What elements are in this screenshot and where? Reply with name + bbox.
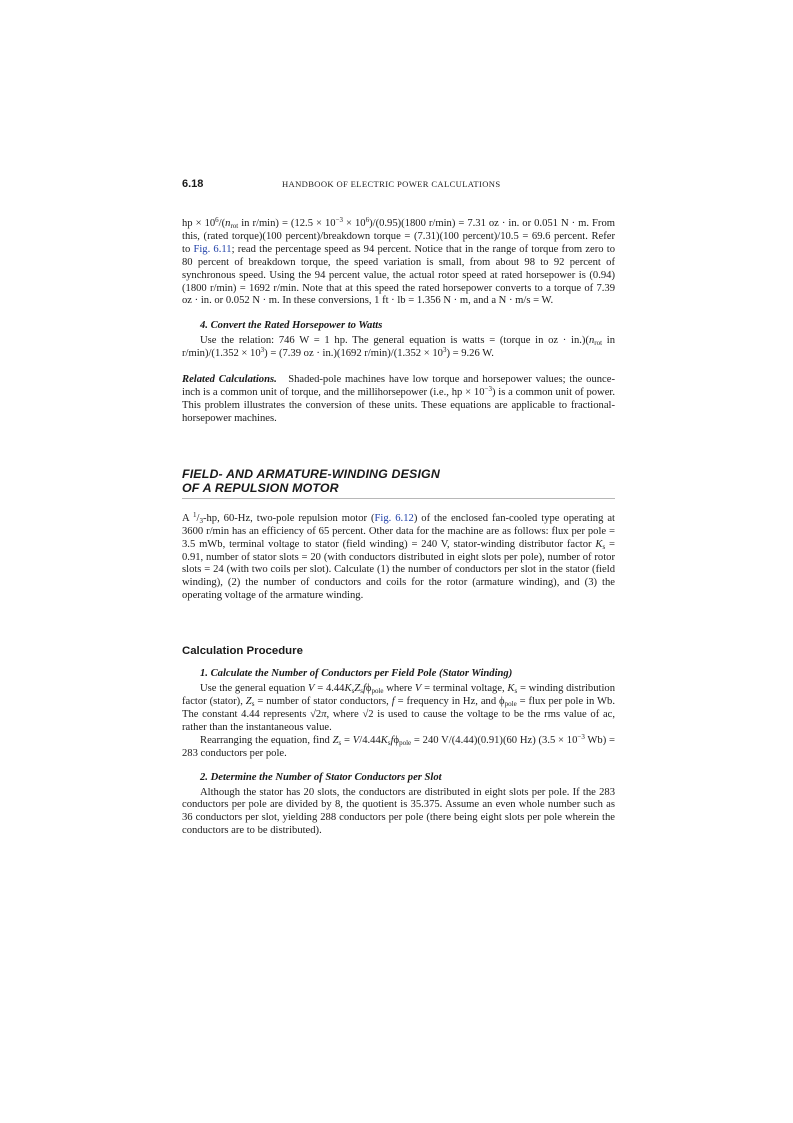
section-title-line1: FIELD- AND ARMATURE-WINDING DESIGN <box>182 466 440 481</box>
body-paragraph: Rearranging the equation, find $Z_s = V/4.44K_sf\phi_{pole} = 240$ V/(4.44)(0.91)(60 Hz) ($3.5 \times 10^{-3}$ Wb) = 283 conductors per pole. <box>182 732 616 759</box>
body-paragraph: Use the general equation $V = 4.44K_sZ_sf\phi_{pole}$ where V = terminal voltage, $K_s$ = winding distribution factor (stator), $Z_s$ = number of stator conductors, f = frequency in Hz, and $\phi_{pole}$ = flux per pole in Wb. The constant 4.44 represents √2π, where √2 is used to cause the voltage to be the rms value of ac, rather than the instantaneous value. <box>182 683 615 733</box>
page-number: 6.18 <box>182 178 204 190</box>
section-rule <box>182 498 615 499</box>
related-heading: Related Calculations. <box>182 374 277 386</box>
body-paragraph: Although the stator has 20 slots, the conductors are distributed in eight slots per pole. If the 283 conductors per pole are divided by 8, the quotient is 35.375. Assume an even whole number such as 36 conductors per slot, yielding 288 conductors per pole (there being eight slots per pole wherein the conductors are to be distributed). <box>182 786 615 837</box>
section-title-line2: OF A REPULSION MOTOR <box>182 481 339 496</box>
step-heading: 2. Determine the Number of Stator Conductors per Slot <box>200 771 442 783</box>
section-heading <box>182 467 615 499</box>
problem-paragraph: A $^1/_3-hp$, 60-Hz, two-pole repulsion motor (Fig. 6.12) of the enclosed fan-cooled type operating at 3600 r/min has an efficiency of 65 percent. Other data for the machine are as follows: flux per pole = 3.5 mWb, terminal voltage to stator (field winding) = 240 V, stator-winding distributor factor $K_s = 0.91$, number of stator slots = 20 (with conductors distributed in eight slots per pole), number of rotor slots = 24 (with two coils per slot). Calculate (1) the number of conductors per slot in the stator (field winding), (2) the number of conductors and coils for the rotor (armature winding), and (3) the operating voltage of the armature winding. <box>182 510 615 602</box>
related-calculations-paragraph: Related Calculations. Shaded-pole machines have low torque and horsepower values; the ounce-inch is a common unit of torque, and the millihorsepower (i.e., hp × $10^{-3}$) is a common unit of power. This problem illustrates the conversion of these units. These equations are applicable to fractional-horsepower machines. <box>182 374 615 424</box>
body-paragraph: hp × $10^6/(n_{rot}$ in $r/\min) = (12.5 \times 10^{-3} \times 10^6)/(0.95)(1800$ r/min) = 7.31 oz · in. or 0.051 N · m. From this, (rated torque)(100 percent)/breakdown torque = (7.31)(100 percent)/10.5 = 69.6 percent. Refer to Fig. 6.11; read the percentage speed as 94 percent. Notice that in the range of torque from zero to 80 percent of breakdown torque, the speed variation is small, from about 98 to 92 percent of synchronous speed. Using the 94 percent value, the actual rotor speed at rated horsepower is (0.94)(1800 r/min) = 1692 r/min. Note that at this speed the rated horsepower converts to a torque of 7.39 oz · in. or 0.052 N · m. In these conversions, 1 ft · lb = 1.356 N · m, and a N · m/s = W. <box>182 216 615 307</box>
body-paragraph: Use the relation: 746 W = 1 hp. The general equation is watts = (torque in oz · $in.)(n_{rot}$ in $r/\min)/(1.352 \times 10^3) = (7.39$ oz · in.)(1692 $r/\min)/(1.352 \times 10^3) = 9.26$ W. <box>182 335 616 360</box>
figure-link[interactable]: Fig. 6.12 <box>374 512 414 524</box>
step-heading: 4. Convert the Rated Horsepower to Watts <box>200 320 383 332</box>
running-header <box>182 178 615 194</box>
page-content <box>182 178 615 838</box>
step-heading: 1. Calculate the Number of Conductors per Field Pole (Stator Winding) <box>200 668 513 680</box>
figure-link[interactable]: Fig. 6.11 <box>193 243 232 255</box>
calculation-procedure-heading: Calculation Procedure <box>182 645 303 658</box>
book-title: HANDBOOK OF ELECTRIC POWER CALCULATIONS <box>282 179 501 189</box>
